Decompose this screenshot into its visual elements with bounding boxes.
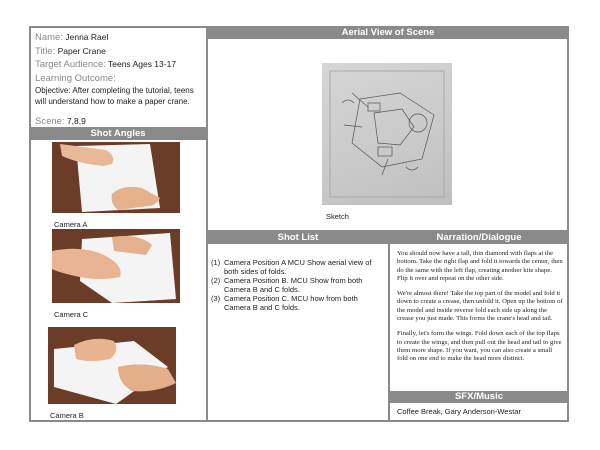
sketch-caption: Sketch <box>326 212 349 221</box>
aerial-view-header: Aerial View of Scene <box>208 27 568 39</box>
shot-angles-header: Shot Angles <box>30 128 206 140</box>
camera-c-caption: Camera C <box>54 310 89 319</box>
learning-outcome-label: Learning Outcome: <box>35 72 116 84</box>
sfx-header: SFX/Music <box>390 391 568 403</box>
camera-a-photo <box>52 142 180 213</box>
shot-list-item: (3) Camera Position C. MCU how from both Camera B and C folds. <box>211 294 358 312</box>
objective-text: Objective: After completing the tutorial, teens will understand how to make a paper crane. <box>35 86 194 106</box>
shot-list-item: (1) Camera Position A MCU Show aerial view of both sides of folds. <box>211 258 372 276</box>
title-label: Title: <box>35 45 56 57</box>
sketch-drawing <box>322 63 452 205</box>
camera-c-photo <box>52 229 180 303</box>
scene-value: 7,8,9 <box>66 116 86 126</box>
scene-label: Scene: <box>35 116 65 127</box>
camera-b-drawing <box>48 327 176 404</box>
audience-label: Target Audience: <box>35 59 106 70</box>
column-divider <box>206 26 208 422</box>
narration-paragraph: You should now have a tall, thin diamond with flaps at the bottom. Take the right flap and fold it towards the center, then do the same with the left flap, creating another kite shape. Flip it over and repeat on the other side. <box>397 250 563 282</box>
sfx-text: Coffee Break, Gary Anderson-Westar <box>397 407 521 416</box>
camera-b-caption: Camera B <box>50 411 84 420</box>
narration-paragraph: Finally, let's form the wings. Fold down each of the top flaps to create the wings, and then pull out the head and tail to give them more shape. If you want, you can also create a small fold on one end to make the head more distinct. <box>397 330 562 363</box>
narration-header: Narration/Dialogue <box>390 232 568 244</box>
name-value: Jenna Rael <box>65 32 109 42</box>
title-value: Paper Crane <box>57 45 106 56</box>
info-block <box>35 31 205 129</box>
shot-list-header: Shot List <box>208 232 388 244</box>
shot-list-item: (2) Camera Position B. MCU Show from both Camera B and C folds. <box>211 276 363 294</box>
camera-a-caption: Camera A <box>54 220 88 229</box>
audience-value: Teens Ages 13-17 <box>108 59 177 69</box>
shot-list <box>211 258 385 312</box>
narration-text <box>397 250 563 371</box>
camera-a-drawing <box>52 142 180 213</box>
camera-b-photo <box>48 327 176 404</box>
name-label: Name: <box>35 32 63 43</box>
aerial-sketch-image <box>322 63 452 205</box>
narration-paragraph: We're almost there! Take the top part of the model and fold it down to create a crease, then unfold it. Open up the bottom of the model and inside reverse fold each side up along the crease you just made. This forms the crane's head and tail. <box>397 290 563 323</box>
camera-c-drawing <box>52 229 180 303</box>
